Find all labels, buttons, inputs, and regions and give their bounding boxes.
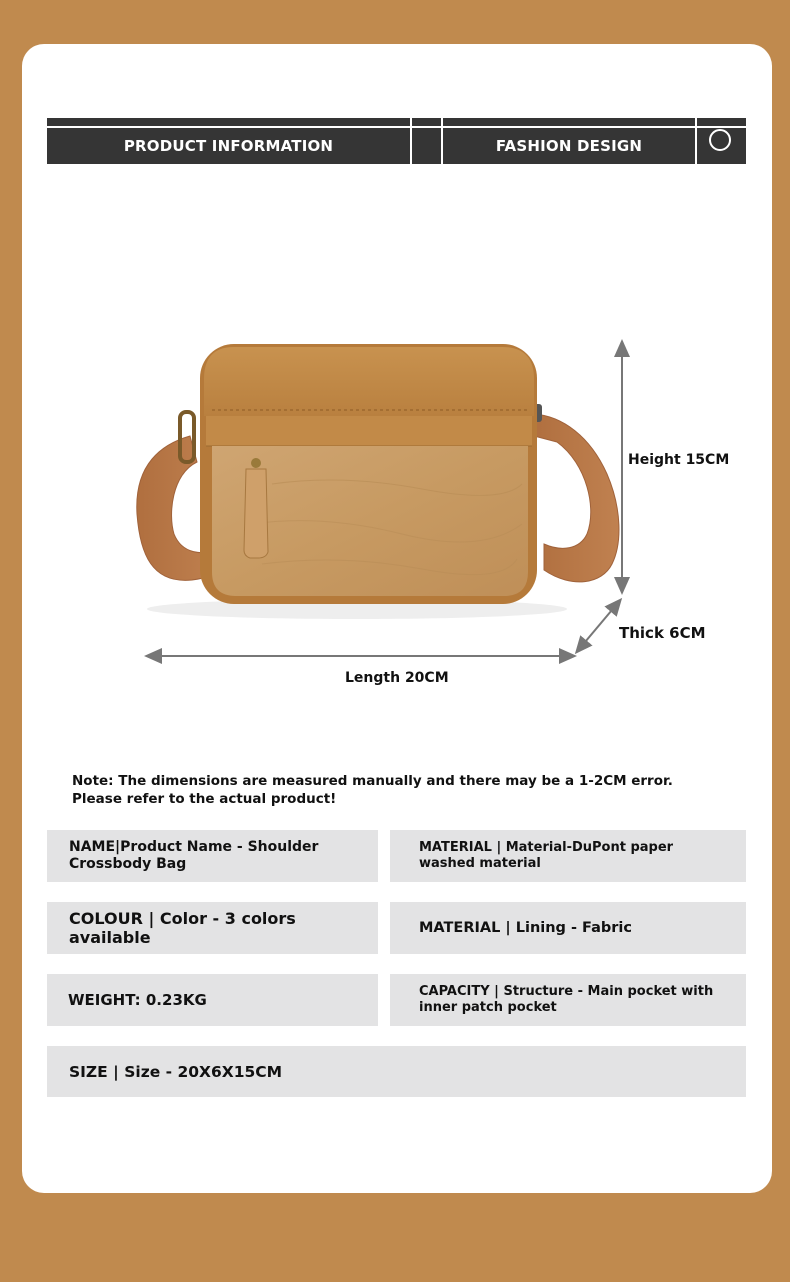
spec-material-text: MATERIAL | Material-DuPont paper washed material <box>419 840 674 871</box>
spec-lining <box>390 902 746 954</box>
header-right-label: FASHION DESIGN <box>495 137 643 155</box>
spec-weight-text: WEIGHT: 0.23KG <box>68 991 207 1009</box>
spec-colour <box>47 902 378 954</box>
bag-strap-right <box>534 414 619 582</box>
spec-lining-text: MATERIAL | Lining - Fabric <box>419 920 632 936</box>
zipper-pull <box>244 469 268 558</box>
bag-top-panel <box>204 347 534 416</box>
length-label: Length 20CM <box>345 670 449 686</box>
header-left-label: PRODUCT INFORMATION <box>123 137 334 155</box>
measurement-note: Note: The dimensions are measured manually and there may be a 1-2CM error. Please refer to the actual product! <box>72 773 673 807</box>
product-card <box>22 44 772 1193</box>
height-label: Height 15CM <box>628 452 730 468</box>
spec-capacity-text: CAPACITY | Structure - Main pocket with inner patch pocket <box>419 984 714 1015</box>
thick-arrow <box>580 604 617 648</box>
spec-weight <box>47 974 378 1026</box>
spec-size-text: SIZE | Size - 20X6X15CM <box>69 1062 283 1081</box>
spec-capacity <box>390 974 746 1026</box>
thick-label: Thick 6CM <box>619 624 706 642</box>
zipper-rivet <box>251 458 261 468</box>
spec-colour-text: COLOUR | Color - 3 colors available <box>69 909 296 947</box>
spec-name-text: NAME|Product Name - Shoulder Crossbody Bag <box>69 839 319 872</box>
spec-material <box>390 830 746 882</box>
spec-size <box>47 1046 746 1097</box>
spec-name <box>47 830 378 882</box>
